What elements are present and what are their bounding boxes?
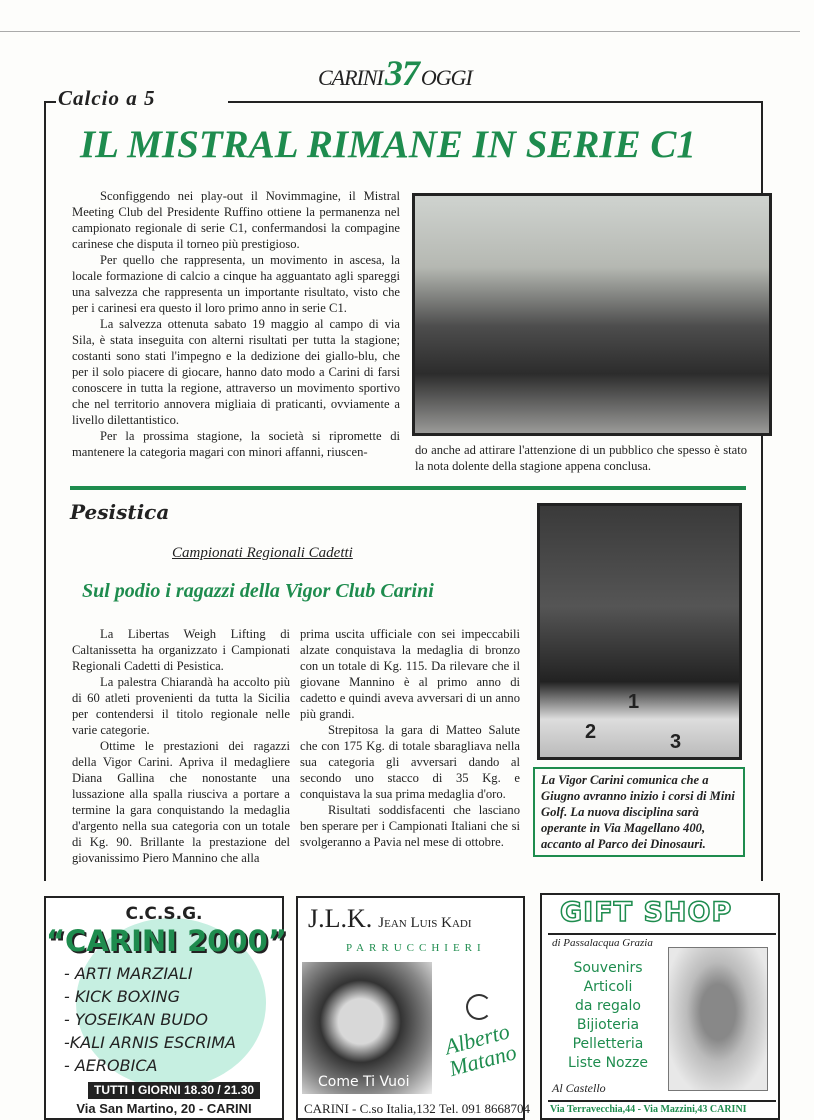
divider (548, 933, 776, 935)
notice-box: La Vigor Carini comunica che a Giugno avranno inizio i corsi di Mini Golf. La nuova disciplina sarà operante in Via Magellano 400, accanto al Parco dei Dinosauri. (533, 767, 745, 857)
brand-initials: J.L.K. (308, 904, 373, 933)
page-number: 37 (384, 53, 419, 93)
ad-jlk (296, 896, 530, 1120)
paragraph: prima uscita ufficiale con sei impeccabili alzate conquistava la medaglia di bronzo con un totale di Kg. 115. Da rilevare che il giovane Mannino è al primo anno di cadetto e quindi aveva avversari di un anno più grandi. (300, 627, 520, 721)
paragraph: La palestra Chiarandà ha accolto più di 60 atleti provenienti da tutta la Sicilia per contendersi il titolo regionale nelle varie categorie. (72, 675, 290, 737)
list-item: Articoli (583, 979, 633, 995)
podium-1: 1 (628, 691, 640, 713)
team-photo (412, 193, 772, 436)
list-item: - KICK BOXING (64, 987, 181, 1006)
paragraph: La Libertas Weigh Lifting di Caltanissetta ha organizzato i Campionati Regionali Cadetti di Pesistica. (72, 627, 290, 673)
masthead (318, 54, 472, 94)
ad-address: CARINI - C.so Italia,132 Tel. 091 8668704 (304, 1101, 530, 1116)
list-item: - ARTI MARZIALI (64, 964, 193, 983)
paragraph: Ottime le prestazioni dei ragazzi della Vigor Carini. Apriva il medagliere Diana Gallina che nonostante una lussazione alla spalla riusciva a portare a termine la gara conquistando la medaglia d'argento nella sua categoria con un totale di Kg. 90. Brillante la prestazione del giovanissimo Piero Mannino che alla (72, 739, 290, 865)
ad-carini-2000 (44, 896, 287, 1120)
section-label: Calcio a 5 (58, 86, 156, 110)
ad-org: C.C.S.G. (125, 904, 203, 924)
paragraph: Sconfiggendo nei play-out il Novimmagine, il Mistral Meeting Club del Presidente Ruffino ottiene la permanenza nel campionato regionale di serie C1, confermandosi la compagine carinese che disputa il torneo più prestigioso. (72, 189, 400, 251)
ad-name: “CARINI 2000” (46, 924, 287, 958)
brand-full: Jean Luis Kadi (378, 915, 472, 931)
puppet-photo (668, 947, 768, 1091)
ad-owner: di Passalacqua Grazia (552, 937, 653, 949)
list-item: da regalo (575, 998, 641, 1014)
list-item: Pelletteria (572, 1036, 644, 1052)
podium-photo (537, 503, 742, 760)
article-column (72, 626, 290, 866)
ad-location: Al Castello (552, 1081, 606, 1095)
list-item: Liste Nozze (568, 1055, 648, 1071)
kicker: Campionati Regionali Cadetti (172, 545, 353, 561)
list-item: - YOSEIKAN BUDO (64, 1010, 209, 1029)
list-item: Souvenirs (573, 960, 643, 976)
ad-name: GIFT SHOP (560, 897, 733, 928)
paragraph: La salvezza ottenuta sabato 19 maggio al campo di via Sila, è stata inseguita con alterni risultati per tutta la stagione; costanti sono stati l'impegno e la dedizione dei giallo-blu, che per il solo piacere di giocare, hanno dato modo a Carini di farsi conoscere in tutta la regione, attraverso un movimento sportivo che nel territorio annovera migliaia di praticanti, ovviamente a livello dilettantistico. (72, 317, 400, 427)
logo-icon (466, 994, 492, 1020)
paragraph: Per la prossima stagione, la società si ripromette di mantenere la categoria magari con minori affanni, riuscen- (72, 429, 400, 459)
section-label: Pesistica (70, 500, 170, 524)
divider (548, 1100, 776, 1102)
ad-list (554, 959, 662, 1073)
podium-3: 3 (670, 731, 682, 753)
ad-address: Via Terravecchia,44 - Via Mazzini,43 CARINI (550, 1104, 747, 1115)
frame-line (44, 101, 46, 881)
ad-gift-shop (540, 893, 780, 1120)
ad-address: Via San Martino, 20 - CARINI (76, 1101, 252, 1116)
article-body (72, 188, 400, 460)
article-column (300, 626, 520, 850)
paragraph: Risultati soddisfacenti che lasciano ben sperare per i Campionati Italiani che si svolgeranno a Pavia nel mese di ottobre. (300, 803, 520, 849)
masthead-name-left: CARINI (318, 65, 383, 90)
paragraph: Strepitosa la gara di Matteo Salute che con 175 Kg. di totale sbaragliava nella sua categoria gli avversari dando al secondo uno stacco di 35 Kg. e conquistava la sua prima medaglia d'oro. (300, 723, 520, 801)
ad-hours: TUTTI I GIORNI 18.30 / 21.30 (88, 1082, 260, 1099)
ad-list (64, 962, 236, 1077)
ad-tagline: Come Ti Vuoi (318, 1074, 410, 1090)
list-item: -KALI ARNIS ESCRIMA (64, 1033, 236, 1052)
page-edge-line (0, 31, 800, 32)
headline: Sul podio i ragazzi della Vigor Club Carini (82, 580, 434, 602)
stylist-name: Alberto Matano (441, 1018, 520, 1082)
list-item: Bijioteria (576, 1017, 640, 1033)
article-continuation: do anche ad attirare l'attenzione di un pubblico che spesso è stato la nota dolente della stagione appena conclusa. (415, 443, 747, 473)
frame-line (228, 101, 763, 103)
section-divider (70, 486, 746, 490)
ad-brand (308, 904, 472, 938)
ad-type: PARRUCCHIERI (346, 942, 486, 954)
headline: IL MISTRAL RIMANE IN SERIE C1 (80, 123, 696, 166)
list-item: - AEROBICA (64, 1056, 158, 1075)
podium-2: 2 (585, 721, 597, 743)
masthead-name-right: OGGI (420, 65, 472, 90)
paragraph: Per quello che rappresenta, un movimento in ascesa, la locale formazione di calcio a cinque ha agguantato agli spareggi una salvezza che rappresenta un importante risultato, visto che per i carinesi era questo il loro primo anno in serie C1. (72, 253, 400, 315)
